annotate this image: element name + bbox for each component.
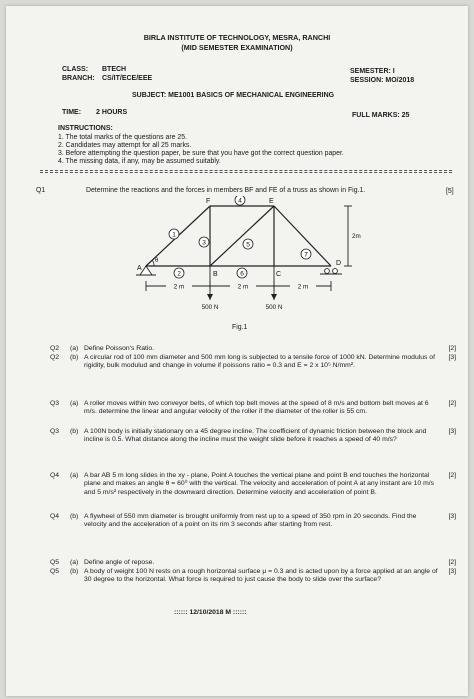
- question-marks: [3]: [448, 513, 456, 520]
- exam-title: (MID SEMESTER EXAMINATION): [181, 43, 293, 52]
- member-label-2: 2: [177, 270, 181, 278]
- question-text: Define angle of repose.: [84, 559, 155, 566]
- question-part: (b): [70, 354, 79, 361]
- node-c: C: [276, 271, 282, 278]
- question-number: Q5: [50, 568, 60, 575]
- question-part: (b): [70, 568, 79, 575]
- node-f: F: [206, 198, 211, 205]
- member-label-3: 3: [202, 239, 206, 247]
- branch-value: CS/IT/ECE/EEE: [102, 75, 153, 82]
- question-number: Q4: [50, 513, 60, 520]
- instruction-item: 1. The total marks of the questions are 25.: [58, 134, 187, 141]
- question-text: A 100N body is initially stationary on a 45 degree incline. The coefficient of dynamic friction between the block and incline is 0.5. What distance along the incline must the weight slide before it reaches a speed of 40 m/s?: [84, 428, 427, 444]
- class-label: CLASS:: [62, 66, 89, 73]
- instruction-item: 4. The missing data, if any, may be assumed suitably.: [58, 158, 221, 165]
- question-number: Q2: [50, 345, 60, 352]
- load-c: 500 N: [265, 304, 283, 311]
- member-label-7: 7: [304, 251, 308, 259]
- member-label-4: 4: [238, 197, 242, 205]
- question-marks: [2]: [448, 345, 456, 352]
- divider: [40, 170, 452, 171]
- question-text: A flywheel of 550 mm diameter is brought uniformly from rest up to a speed of 350 rpm in 20 seconds. Find the velocity and the acceleration of a point on its rim 3 seconds after starting from rest.: [84, 513, 417, 529]
- divider: [40, 172, 452, 173]
- node-b: B: [213, 271, 218, 278]
- question-item: [50, 354, 462, 382]
- question-number: Q4: [50, 472, 60, 479]
- question-number: Q2: [50, 354, 60, 361]
- question-part: (b): [70, 513, 79, 520]
- full-marks: FULL MARKS: 25: [352, 112, 410, 119]
- time-value: 2 HOURS: [96, 109, 128, 116]
- support-a: [140, 266, 152, 275]
- question-text: A body of weight 100 N rests on a rough horizontal surface μ = 0.3 and is acted upon by a force applied at an angle of 30 degree to the horizontal. What force is required to just cause the body to slide over the surface?: [84, 568, 438, 584]
- member-be: [210, 206, 274, 266]
- question-part: (a): [70, 345, 79, 352]
- height-dimension: 2m: [352, 233, 361, 240]
- question-marks: [3]: [448, 354, 456, 361]
- question-item: [50, 345, 462, 354]
- footer-date: :::::: 12/10/2018 M ::::::: [174, 609, 247, 616]
- question-marks: [2]: [448, 559, 456, 566]
- node-e: E: [269, 198, 274, 205]
- question-item: [50, 400, 462, 428]
- question-text: A roller moves within two conveyor belts, of which top belt moves at the speed of 8 m/s and bottom belt moves at 6 m/s. determine the linear and angular velocity of the roller if the diameter of the roller is 55 cm.: [84, 400, 429, 416]
- session: SESSION: MO/2018: [350, 77, 415, 84]
- question-marks: [2]: [448, 400, 456, 407]
- truss-figure: [126, 196, 366, 318]
- exam-paper: [6, 6, 468, 696]
- subject: SUBJECT: ME1001 BASICS OF MECHANICAL ENGINEERING: [132, 92, 335, 99]
- figure-caption: Fig.1: [232, 324, 248, 331]
- question-text: Define Poisson's Ratio.: [84, 345, 155, 352]
- question-number: Q5: [50, 559, 60, 566]
- question-marks: [2]: [448, 472, 456, 479]
- load-b: 500 N: [201, 304, 219, 311]
- instruction-item: 3. Before attempting the question paper, be sure that you have got the correct question paper.: [58, 150, 344, 157]
- question-marks: [3]: [448, 428, 456, 435]
- branch-label: BRANCH:: [62, 75, 95, 82]
- question-marks: [3]: [448, 568, 456, 575]
- angle-label: θ: [155, 258, 159, 264]
- question-number: Q3: [50, 400, 60, 407]
- node-a: A: [137, 265, 142, 272]
- question-item: [50, 559, 462, 568]
- class-value: BTECH: [102, 66, 127, 73]
- member-label-6: 6: [240, 270, 244, 278]
- question-item: [50, 472, 462, 514]
- span-2: 2 m: [237, 283, 249, 291]
- q1-text: Determine the reactions and the forces in members BF and FE of a truss as shown in Fig.1.: [86, 187, 366, 194]
- instructions-heading: INSTRUCTIONS:: [58, 125, 113, 132]
- q1-number: Q1: [36, 187, 46, 194]
- semester: SEMESTER: I: [350, 68, 395, 75]
- question-number: Q3: [50, 428, 60, 435]
- q1-marks: [5]: [446, 188, 454, 195]
- instruction-item: 2. Candidates may attempt for all 25 marks.: [58, 142, 192, 149]
- question-text: A circular rod of 100 mm diameter and 500 mm long is subjected to a tensile force of 1000 kN. Determine modulus of rigidity, bulk modulud and change in volume if poissons ratio = 0.3 and E = 2 x 10⁵ N/mm².: [84, 354, 435, 370]
- question-item: [50, 428, 462, 456]
- question-item: [50, 513, 462, 541]
- node-d: D: [336, 260, 342, 267]
- question-item: [50, 568, 462, 596]
- question-part: (a): [70, 559, 79, 566]
- question-text: A bar AB 5 m long slides in the xy - plane, Point A touches the vertical plane and point B end touches the horizontal plane and makes an angle θ = 60⁰ with the vertical. The velocity and acceleration of point A at any instant are 10 m/s and 5 m/s² respectively in the downward direction. Determine velocity and acceleration of point B.: [84, 472, 435, 496]
- time-label: TIME:: [62, 109, 82, 116]
- question-part: (a): [70, 472, 79, 479]
- span-3: 2 m: [297, 283, 309, 291]
- span-1: 2 m: [173, 283, 185, 291]
- member-label-1: 1: [172, 231, 176, 239]
- institute-title: BIRLA INSTITUTE OF TECHNOLOGY, MESRA, RANCHI: [143, 33, 331, 42]
- question-part: (b): [70, 428, 79, 435]
- member-label-5: 5: [246, 241, 250, 249]
- question-part: (a): [70, 400, 79, 407]
